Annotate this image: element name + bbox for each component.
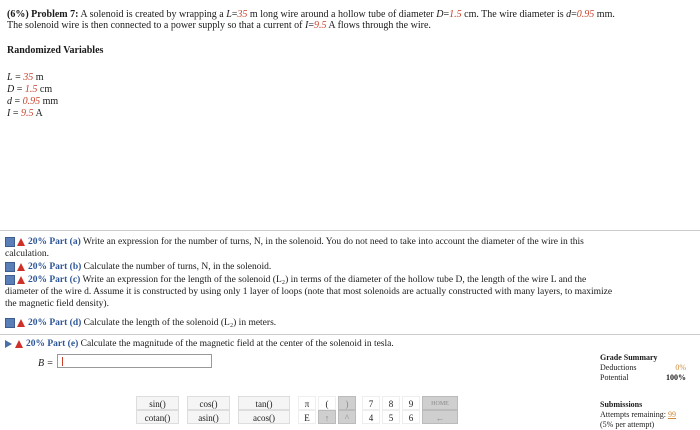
part-a[interactable]: 20% Part (a) Write an expression for the number of turns, N, in the solenoid. You do not need to take into account the diameter of the wire in this: [5, 236, 584, 248]
answer-label: B =: [38, 358, 54, 369]
key-tan[interactable]: tan(): [238, 396, 290, 410]
part-c-line-3: the magnetic field density).: [5, 299, 109, 309]
key-acos[interactable]: acos(): [238, 410, 290, 424]
key-6[interactable]: 6: [402, 410, 420, 424]
part-b[interactable]: 20% Part (b) Calculate the number of turns, N, in the solenoid.: [5, 261, 271, 273]
grade-summary: [600, 353, 686, 383]
per-attempt-penalty: (5% per attempt): [600, 420, 655, 429]
attempts-remaining: Attempts remaining: 99: [600, 410, 676, 419]
key-pi[interactable]: π: [298, 396, 316, 410]
problem-line-2: The solenoid wire is then connected to a power supply so that a current of I=9.5 A flows through the wire.: [7, 20, 431, 31]
d-value: 0.95: [576, 9, 595, 20]
var-L: L = 35 m: [7, 72, 44, 83]
problem-line-1: (6%) Problem 7: A solenoid is created by wrapping a L=35 m long wire around a hollow tube of diameter D=1.5 cm. The wire diameter is d=0.95 mm.: [7, 9, 615, 20]
key-home[interactable]: HOME: [422, 396, 458, 410]
part-d[interactable]: 20% Part (d) Calculate the length of the solenoid (L₂) in meters.: [5, 317, 276, 329]
warning-icon: [17, 263, 25, 271]
part-expand-icon[interactable]: [5, 318, 15, 328]
warning-icon: [17, 238, 25, 246]
part-a-line-2: calculation.: [5, 249, 50, 259]
D-value: 1.5: [449, 9, 462, 20]
key-7[interactable]: 7: [362, 396, 380, 410]
problem-header: (6%) Problem 7:: [7, 9, 79, 20]
part-expand-icon[interactable]: [5, 237, 15, 247]
attempts-value: 99: [668, 410, 676, 419]
deductions-row: Deductions 0%: [600, 363, 686, 372]
key-9[interactable]: 9: [402, 396, 420, 410]
key-backspace[interactable]: ←: [422, 410, 458, 424]
potential-value: 100%: [666, 373, 686, 382]
current-part-arrow-icon: [5, 340, 12, 348]
var-I: I = 9.5 A: [7, 108, 43, 119]
deductions-value: 0%: [675, 363, 686, 372]
key-cos[interactable]: cos(): [187, 396, 230, 410]
key-8[interactable]: 8: [382, 396, 400, 410]
key-4[interactable]: 4: [362, 410, 380, 424]
key-cotan[interactable]: cotan(): [136, 410, 179, 424]
part-expand-icon[interactable]: [5, 262, 15, 272]
answer-input[interactable]: [57, 354, 212, 368]
key-close-paren[interactable]: ): [338, 396, 356, 410]
var-d: d = 0.95 mm: [7, 96, 59, 107]
randomized-variables-title: Randomized Variables: [7, 45, 104, 56]
part-c-line-2: diameter of the wire d. Assume it is constructed by using only 1 layer of loops (note that most solenoids are actually constructed with many layers, to maximize: [5, 287, 613, 297]
part-c[interactable]: 20% Part (c) Write an expression for the length of the solenoid (L₂) in terms of the diameter of the hollow tube D, the length of the wire L and the: [5, 274, 586, 286]
key-E[interactable]: E: [298, 410, 316, 424]
part-expand-icon[interactable]: [5, 275, 15, 285]
I-value: 9.5: [313, 20, 327, 31]
key-asin[interactable]: asin(): [187, 410, 230, 424]
L-value: 35: [237, 9, 248, 20]
part-e[interactable]: 20% Part (e) Calculate the magnitude of the magnetic field at the center of the solenoid in tesla.: [5, 338, 394, 350]
potential-row: Potential 100%: [600, 373, 686, 382]
key-5[interactable]: 5: [382, 410, 400, 424]
var-D: D = 1.5 cm: [7, 84, 53, 95]
grade-summary-title: Grade Summary: [600, 353, 658, 362]
key-up[interactable]: ↑: [318, 410, 336, 424]
key-open-paren[interactable]: (: [318, 396, 336, 410]
warning-icon: [17, 276, 25, 284]
submissions-title: Submissions: [600, 400, 643, 409]
warning-icon: [15, 340, 23, 348]
warning-icon: [17, 319, 25, 327]
key-caret[interactable]: ^: [338, 410, 356, 424]
key-sin[interactable]: sin(): [136, 396, 179, 410]
